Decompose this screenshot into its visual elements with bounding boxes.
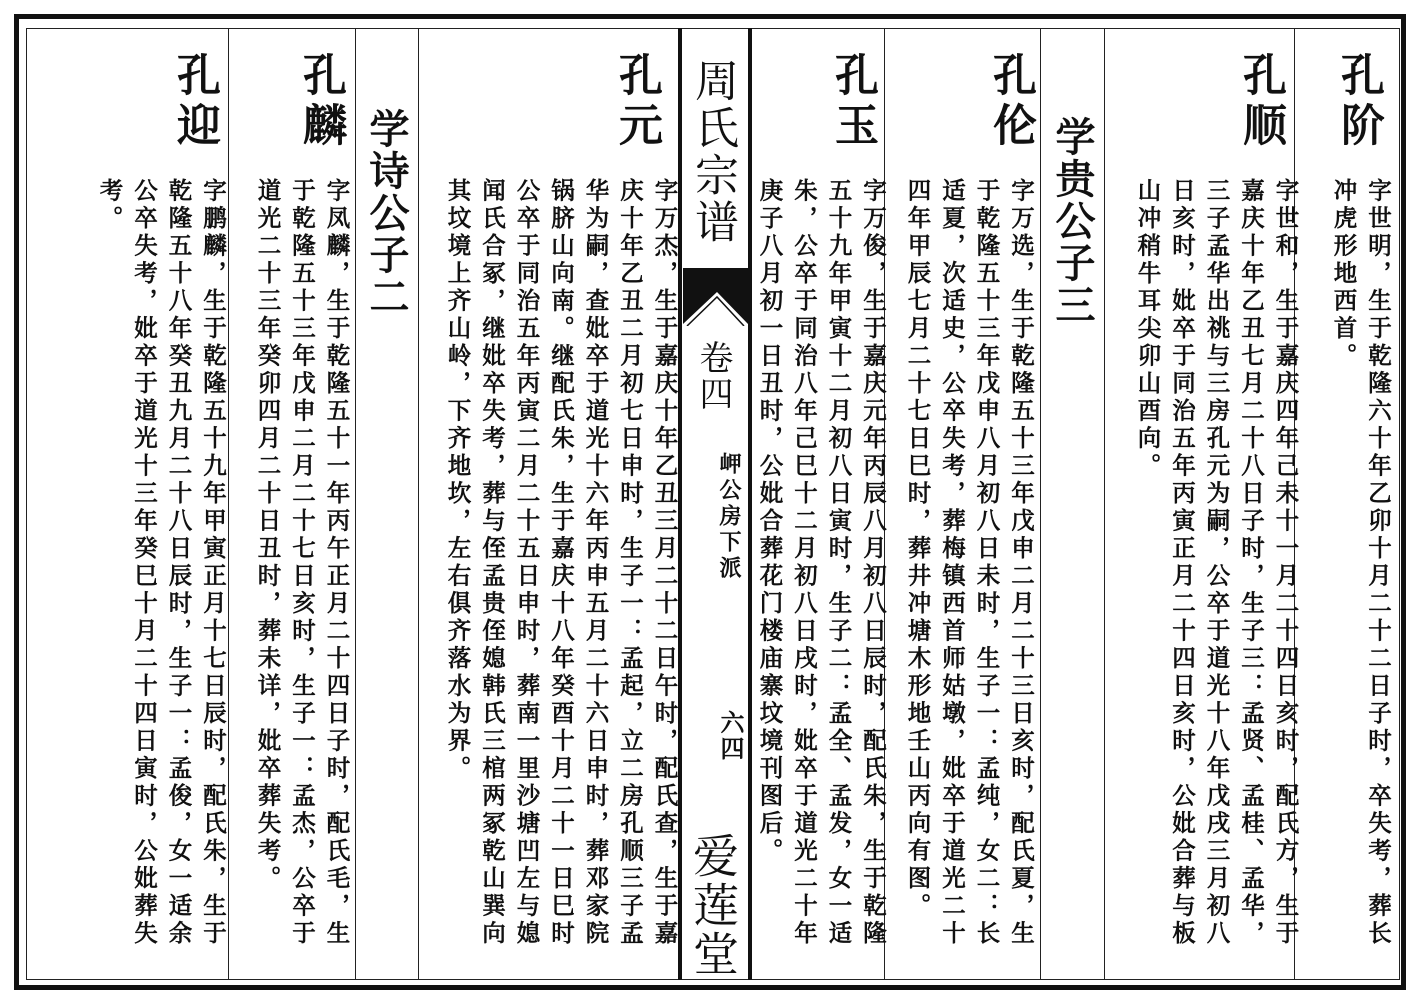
section-heading: 学诗公子二 xyxy=(363,108,410,318)
spine-page-number: 六四 xyxy=(716,710,745,762)
entry-name: 孔顺 xyxy=(1235,52,1286,152)
fishtail-ornament-icon xyxy=(683,268,748,326)
entry-name: 孔迎 xyxy=(169,52,220,152)
column-divider xyxy=(1104,28,1105,980)
entry-text: 字凤麟，生于乾隆五十一年丙午正月二十四日子时，配氏毛，生于乾隆五十三年戊申二月二十七日亥时，生子一：孟杰，公卒于道光二十三年癸卯四月二十日丑时，葬未详，妣卒葬失考。 xyxy=(253,178,351,948)
spine-title: 周氏宗谱 xyxy=(687,58,738,246)
section-heading: 学贵公子三 xyxy=(1049,116,1096,326)
entry-name: 孔麟 xyxy=(295,52,346,152)
entry-text: 字鹏麟，生于乾隆五十九年甲寅正月十七日辰时，配氏朱，生于乾隆五十八年癸丑九月二十八日辰时，生子一：孟俊，女一适余公卒失考，妣卒于道光十三年癸巳十月二十四日寅时，公妣葬失考。 xyxy=(95,178,227,948)
entry-text: 字万俊，生于嘉庆元年丙辰八月初八日辰时，配氏朱，生于乾隆五十九年甲寅十二月初八日寅时，生子二：孟全、孟发，女一适朱，公卒于同治八年己巳十二月初八日戌时，妣卒于道光二十年庚子八月初一日丑时，公妣合葬花门楼庙寨坟境刊图后。 xyxy=(755,178,887,948)
spine-volume: 卷四 xyxy=(693,340,733,412)
column-divider xyxy=(1040,28,1041,980)
spine-branch: 岬公房下派 xyxy=(716,452,742,582)
entry-name: 孔阶 xyxy=(1333,52,1384,152)
entry-text: 字世明，生于乾隆六十年乙卯十月二十二日子时，卒失考，葬长冲虎形地西首。 xyxy=(1329,178,1392,948)
entry-name: 孔伦 xyxy=(985,52,1036,152)
entry-name: 孔元 xyxy=(611,52,662,152)
entry-name: 孔玉 xyxy=(827,52,878,152)
entry-text: 字万杰，生于嘉庆十年乙丑三月二十二日午时，配氏查，生于嘉庆十年乙丑二月初七日申时，生子一：孟起，立二房孔顺三子孟华为嗣，查妣卒于道光十六年丙申五月二十六日申时，葬邓家院锅脐山向南。继配氏朱，生于嘉庆十八年癸酉十月二十一日巳时公卒于同治五年丙寅二月二十五日申时，葬南一里沙塘凹左与媳闻氏合冢，继妣卒失考，葬与侄孟贵侄媳韩氏三棺两冢乾山巽向其坟境上齐山岭，下齐地坎，左右俱齐落水为界。 xyxy=(443,178,679,948)
column-divider xyxy=(418,28,419,980)
column-divider xyxy=(355,28,356,980)
entry-text: 字万选，生于乾隆五十三年戊申二月二十三日亥时，配氏夏，生于乾隆五十三年戊申八月初八日未时，生子一：孟纯，女二：长适夏，次适史，公卒失考，葬梅镇西首师姑墩，妣卒于道光二十四年甲辰七月二十七日巳时，葬井冲塘木形地壬山丙向有图。 xyxy=(903,178,1035,948)
spine-hall-name: 爱莲堂 xyxy=(686,832,740,979)
entry-text: 字世和，生于嘉庆四年己未十一月二十四日亥时，配氏方，生于嘉庆十年乙丑七月二十八日子时，生子三：孟贤、孟桂、孟华，三子孟华出祧与三房孔元为嗣，公卒于道光十八年戊戌三月初八日亥时，妣卒于同治五年丙寅正月二十四日亥时，公妣合葬与板山冲稍牛耳尖卯山酉向。 xyxy=(1133,178,1300,948)
